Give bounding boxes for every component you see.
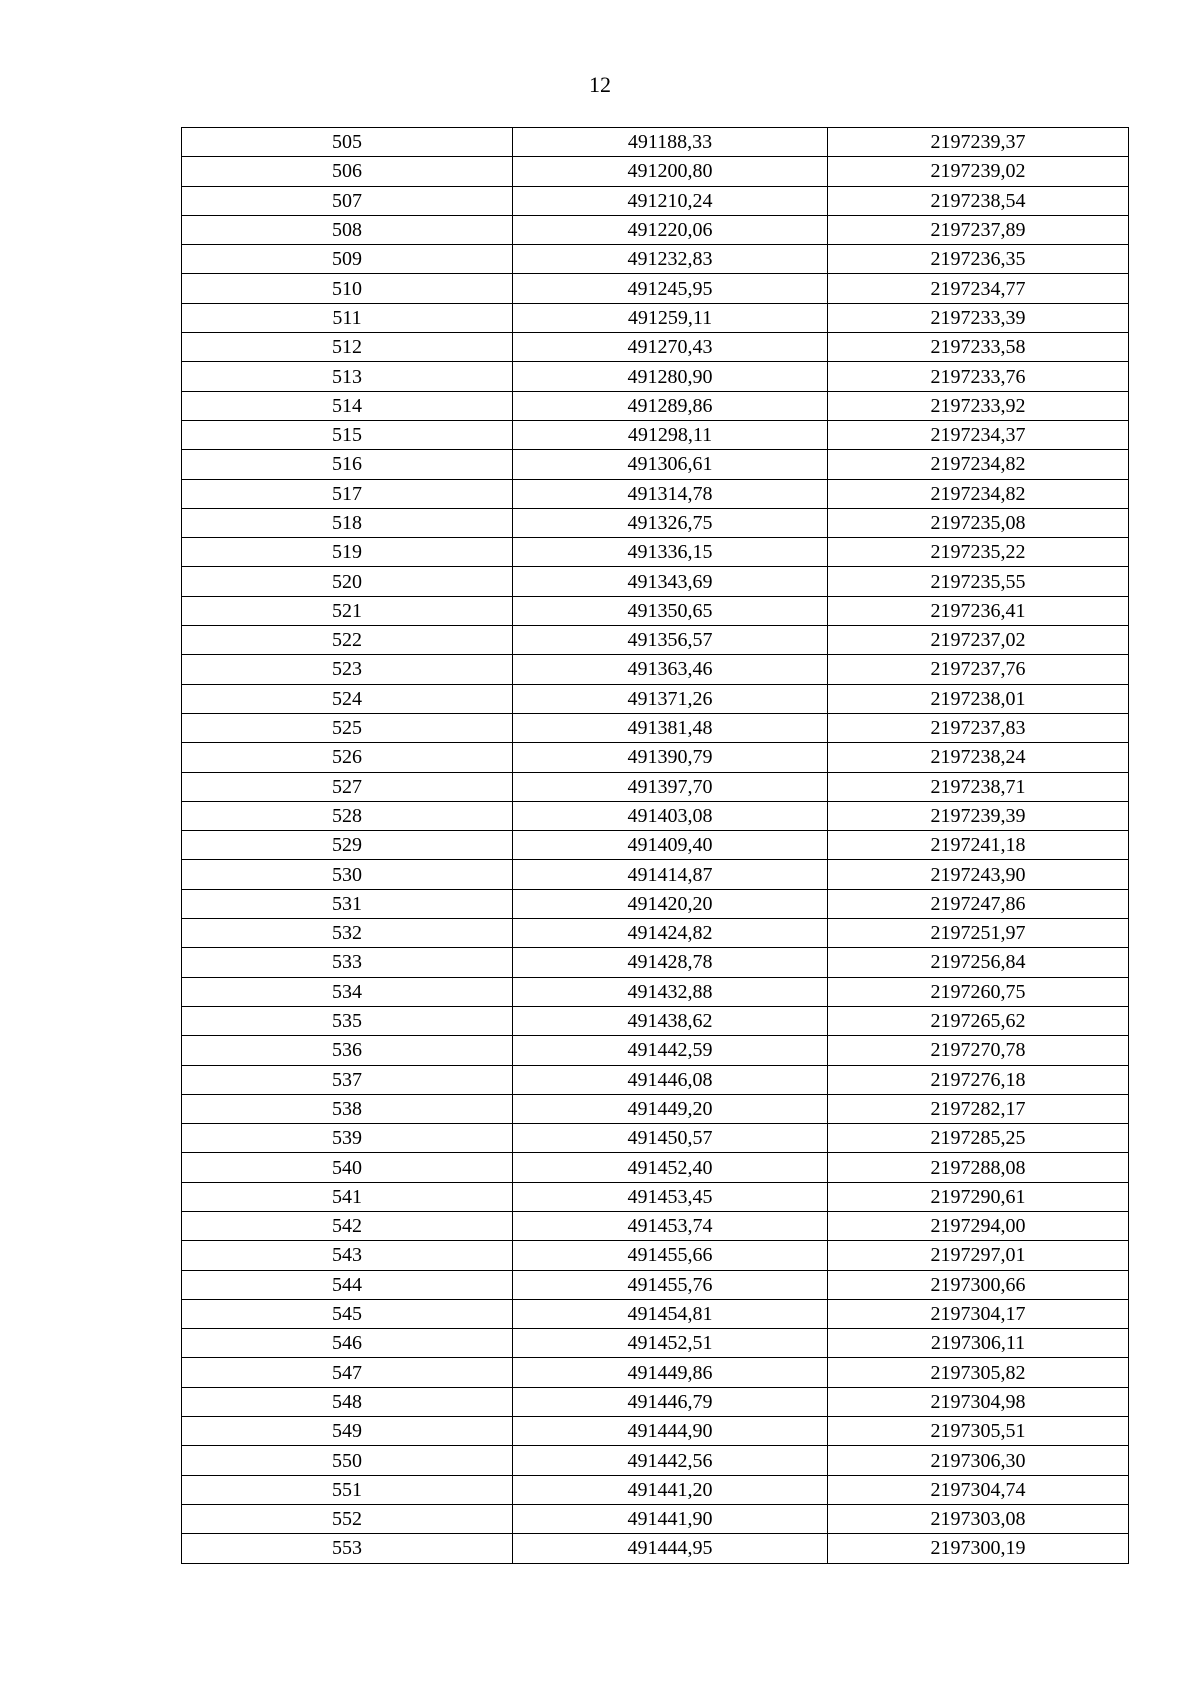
y-coordinate-cell: 2197270,78 [828,1036,1129,1065]
point-number-cell: 527 [182,772,513,801]
table-row [182,948,1129,977]
table-row [182,303,1129,332]
table-row [182,772,1129,801]
x-coordinate-cell: 491232,83 [513,245,828,274]
y-coordinate-cell: 2197235,08 [828,508,1129,537]
table-row [182,977,1129,1006]
table-row [182,538,1129,567]
point-number-cell: 542 [182,1211,513,1240]
point-number-cell: 524 [182,684,513,713]
y-coordinate-cell: 2197304,98 [828,1387,1129,1416]
point-number-cell: 511 [182,303,513,332]
point-number-cell: 535 [182,1006,513,1035]
y-coordinate-cell: 2197260,75 [828,977,1129,1006]
point-number-cell: 506 [182,157,513,186]
table-row [182,713,1129,742]
x-coordinate-cell: 491444,90 [513,1417,828,1446]
y-coordinate-cell: 2197235,22 [828,538,1129,567]
coordinates-table-body [182,128,1129,1564]
table-row [182,1534,1129,1563]
x-coordinate-cell: 491363,46 [513,655,828,684]
y-coordinate-cell: 2197233,92 [828,391,1129,420]
table-row [182,1417,1129,1446]
y-coordinate-cell: 2197236,41 [828,596,1129,625]
x-coordinate-cell: 491343,69 [513,567,828,596]
table-row [182,1241,1129,1270]
x-coordinate-cell: 491446,79 [513,1387,828,1416]
y-coordinate-cell: 2197297,01 [828,1241,1129,1270]
x-coordinate-cell: 491270,43 [513,333,828,362]
point-number-cell: 543 [182,1241,513,1270]
x-coordinate-cell: 491336,15 [513,538,828,567]
x-coordinate-cell: 491420,20 [513,889,828,918]
table-row [182,1211,1129,1240]
point-number-cell: 539 [182,1124,513,1153]
point-number-cell: 505 [182,128,513,157]
table-row [182,1153,1129,1182]
point-number-cell: 530 [182,860,513,889]
table-row [182,1446,1129,1475]
table-row [182,333,1129,362]
x-coordinate-cell: 491314,78 [513,479,828,508]
x-coordinate-cell: 491441,90 [513,1504,828,1533]
point-number-cell: 545 [182,1299,513,1328]
table-row [182,626,1129,655]
point-number-cell: 526 [182,743,513,772]
table-row [182,1475,1129,1504]
table-row [182,889,1129,918]
point-number-cell: 514 [182,391,513,420]
table-row [182,508,1129,537]
x-coordinate-cell: 491455,66 [513,1241,828,1270]
point-number-cell: 517 [182,479,513,508]
point-number-cell: 548 [182,1387,513,1416]
y-coordinate-cell: 2197265,62 [828,1006,1129,1035]
y-coordinate-cell: 2197237,76 [828,655,1129,684]
point-number-cell: 509 [182,245,513,274]
table-row [182,684,1129,713]
x-coordinate-cell: 491453,74 [513,1211,828,1240]
y-coordinate-cell: 2197235,55 [828,567,1129,596]
y-coordinate-cell: 2197305,82 [828,1358,1129,1387]
y-coordinate-cell: 2197306,11 [828,1329,1129,1358]
y-coordinate-cell: 2197239,02 [828,157,1129,186]
x-coordinate-cell: 491442,56 [513,1446,828,1475]
table-row [182,479,1129,508]
x-coordinate-cell: 491289,86 [513,391,828,420]
point-number-cell: 547 [182,1358,513,1387]
point-number-cell: 528 [182,801,513,830]
x-coordinate-cell: 491453,45 [513,1182,828,1211]
table-row [182,274,1129,303]
y-coordinate-cell: 2197300,66 [828,1270,1129,1299]
point-number-cell: 537 [182,1065,513,1094]
point-number-cell: 538 [182,1094,513,1123]
table-row [182,215,1129,244]
x-coordinate-cell: 491220,06 [513,215,828,244]
y-coordinate-cell: 2197304,17 [828,1299,1129,1328]
x-coordinate-cell: 491444,95 [513,1534,828,1563]
y-coordinate-cell: 2197305,51 [828,1417,1129,1446]
table-row [182,1504,1129,1533]
y-coordinate-cell: 2197247,86 [828,889,1129,918]
point-number-cell: 519 [182,538,513,567]
y-coordinate-cell: 2197236,35 [828,245,1129,274]
y-coordinate-cell: 2197239,39 [828,801,1129,830]
y-coordinate-cell: 2197233,76 [828,362,1129,391]
x-coordinate-cell: 491188,33 [513,128,828,157]
point-number-cell: 518 [182,508,513,537]
y-coordinate-cell: 2197251,97 [828,919,1129,948]
point-number-cell: 551 [182,1475,513,1504]
x-coordinate-cell: 491381,48 [513,713,828,742]
table-row [182,919,1129,948]
y-coordinate-cell: 2197238,54 [828,186,1129,215]
y-coordinate-cell: 2197234,82 [828,450,1129,479]
point-number-cell: 532 [182,919,513,948]
x-coordinate-cell: 491428,78 [513,948,828,977]
y-coordinate-cell: 2197300,19 [828,1534,1129,1563]
point-number-cell: 546 [182,1329,513,1358]
x-coordinate-cell: 491450,57 [513,1124,828,1153]
y-coordinate-cell: 2197237,89 [828,215,1129,244]
x-coordinate-cell: 491449,20 [513,1094,828,1123]
point-number-cell: 536 [182,1036,513,1065]
point-number-cell: 553 [182,1534,513,1563]
x-coordinate-cell: 491441,20 [513,1475,828,1504]
table-row [182,1094,1129,1123]
y-coordinate-cell: 2197303,08 [828,1504,1129,1533]
coordinates-table [181,127,1129,1564]
table-row [182,1006,1129,1035]
point-number-cell: 508 [182,215,513,244]
x-coordinate-cell: 491280,90 [513,362,828,391]
x-coordinate-cell: 491432,88 [513,977,828,1006]
point-number-cell: 522 [182,626,513,655]
point-number-cell: 513 [182,362,513,391]
table-row [182,1270,1129,1299]
x-coordinate-cell: 491371,26 [513,684,828,713]
y-coordinate-cell: 2197294,00 [828,1211,1129,1240]
x-coordinate-cell: 491245,95 [513,274,828,303]
table-row [182,1387,1129,1416]
table-row [182,1299,1129,1328]
point-number-cell: 552 [182,1504,513,1533]
point-number-cell: 549 [182,1417,513,1446]
point-number-cell: 540 [182,1153,513,1182]
y-coordinate-cell: 2197238,01 [828,684,1129,713]
y-coordinate-cell: 2197304,74 [828,1475,1129,1504]
point-number-cell: 534 [182,977,513,1006]
point-number-cell: 520 [182,567,513,596]
table-row [182,860,1129,889]
point-number-cell: 531 [182,889,513,918]
y-coordinate-cell: 2197234,37 [828,420,1129,449]
point-number-cell: 523 [182,655,513,684]
x-coordinate-cell: 491397,70 [513,772,828,801]
x-coordinate-cell: 491356,57 [513,626,828,655]
x-coordinate-cell: 491455,76 [513,1270,828,1299]
table-row [182,128,1129,157]
point-number-cell: 515 [182,420,513,449]
point-number-cell: 541 [182,1182,513,1211]
point-number-cell: 516 [182,450,513,479]
y-coordinate-cell: 2197233,39 [828,303,1129,332]
table-row [182,831,1129,860]
x-coordinate-cell: 491452,40 [513,1153,828,1182]
y-coordinate-cell: 2197285,25 [828,1124,1129,1153]
point-number-cell: 529 [182,831,513,860]
x-coordinate-cell: 491446,08 [513,1065,828,1094]
point-number-cell: 507 [182,186,513,215]
table-row [182,362,1129,391]
x-coordinate-cell: 491403,08 [513,801,828,830]
y-coordinate-cell: 2197282,17 [828,1094,1129,1123]
y-coordinate-cell: 2197234,77 [828,274,1129,303]
page-number: 12 [589,72,611,97]
point-number-cell: 544 [182,1270,513,1299]
point-number-cell: 533 [182,948,513,977]
x-coordinate-cell: 491259,11 [513,303,828,332]
table-row [182,596,1129,625]
table-row [182,1358,1129,1387]
x-coordinate-cell: 491442,59 [513,1036,828,1065]
point-number-cell: 521 [182,596,513,625]
y-coordinate-cell: 2197241,18 [828,831,1129,860]
x-coordinate-cell: 491350,65 [513,596,828,625]
x-coordinate-cell: 491390,79 [513,743,828,772]
x-coordinate-cell: 491438,62 [513,1006,828,1035]
y-coordinate-cell: 2197234,82 [828,479,1129,508]
table-row [182,801,1129,830]
point-number-cell: 550 [182,1446,513,1475]
table-row [182,567,1129,596]
table-row [182,1065,1129,1094]
table-row [182,1329,1129,1358]
x-coordinate-cell: 491414,87 [513,860,828,889]
x-coordinate-cell: 491298,11 [513,420,828,449]
x-coordinate-cell: 491454,81 [513,1299,828,1328]
y-coordinate-cell: 2197237,83 [828,713,1129,742]
x-coordinate-cell: 491424,82 [513,919,828,948]
table-row [182,391,1129,420]
point-number-cell: 512 [182,333,513,362]
table-row [182,157,1129,186]
x-coordinate-cell: 491210,24 [513,186,828,215]
x-coordinate-cell: 491200,80 [513,157,828,186]
y-coordinate-cell: 2197238,71 [828,772,1129,801]
y-coordinate-cell: 2197238,24 [828,743,1129,772]
x-coordinate-cell: 491306,61 [513,450,828,479]
x-coordinate-cell: 491452,51 [513,1329,828,1358]
table-row [182,1036,1129,1065]
table-row [182,186,1129,215]
table-row [182,420,1129,449]
x-coordinate-cell: 491326,75 [513,508,828,537]
y-coordinate-cell: 2197256,84 [828,948,1129,977]
table-row [182,450,1129,479]
x-coordinate-cell: 491409,40 [513,831,828,860]
y-coordinate-cell: 2197290,61 [828,1182,1129,1211]
table-row [182,1182,1129,1211]
table-row [182,245,1129,274]
point-number-cell: 510 [182,274,513,303]
y-coordinate-cell: 2197243,90 [828,860,1129,889]
y-coordinate-cell: 2197276,18 [828,1065,1129,1094]
y-coordinate-cell: 2197306,30 [828,1446,1129,1475]
table-row [182,655,1129,684]
table-row [182,1124,1129,1153]
point-number-cell: 525 [182,713,513,742]
y-coordinate-cell: 2197288,08 [828,1153,1129,1182]
y-coordinate-cell: 2197237,02 [828,626,1129,655]
y-coordinate-cell: 2197239,37 [828,128,1129,157]
table-row [182,743,1129,772]
x-coordinate-cell: 491449,86 [513,1358,828,1387]
y-coordinate-cell: 2197233,58 [828,333,1129,362]
